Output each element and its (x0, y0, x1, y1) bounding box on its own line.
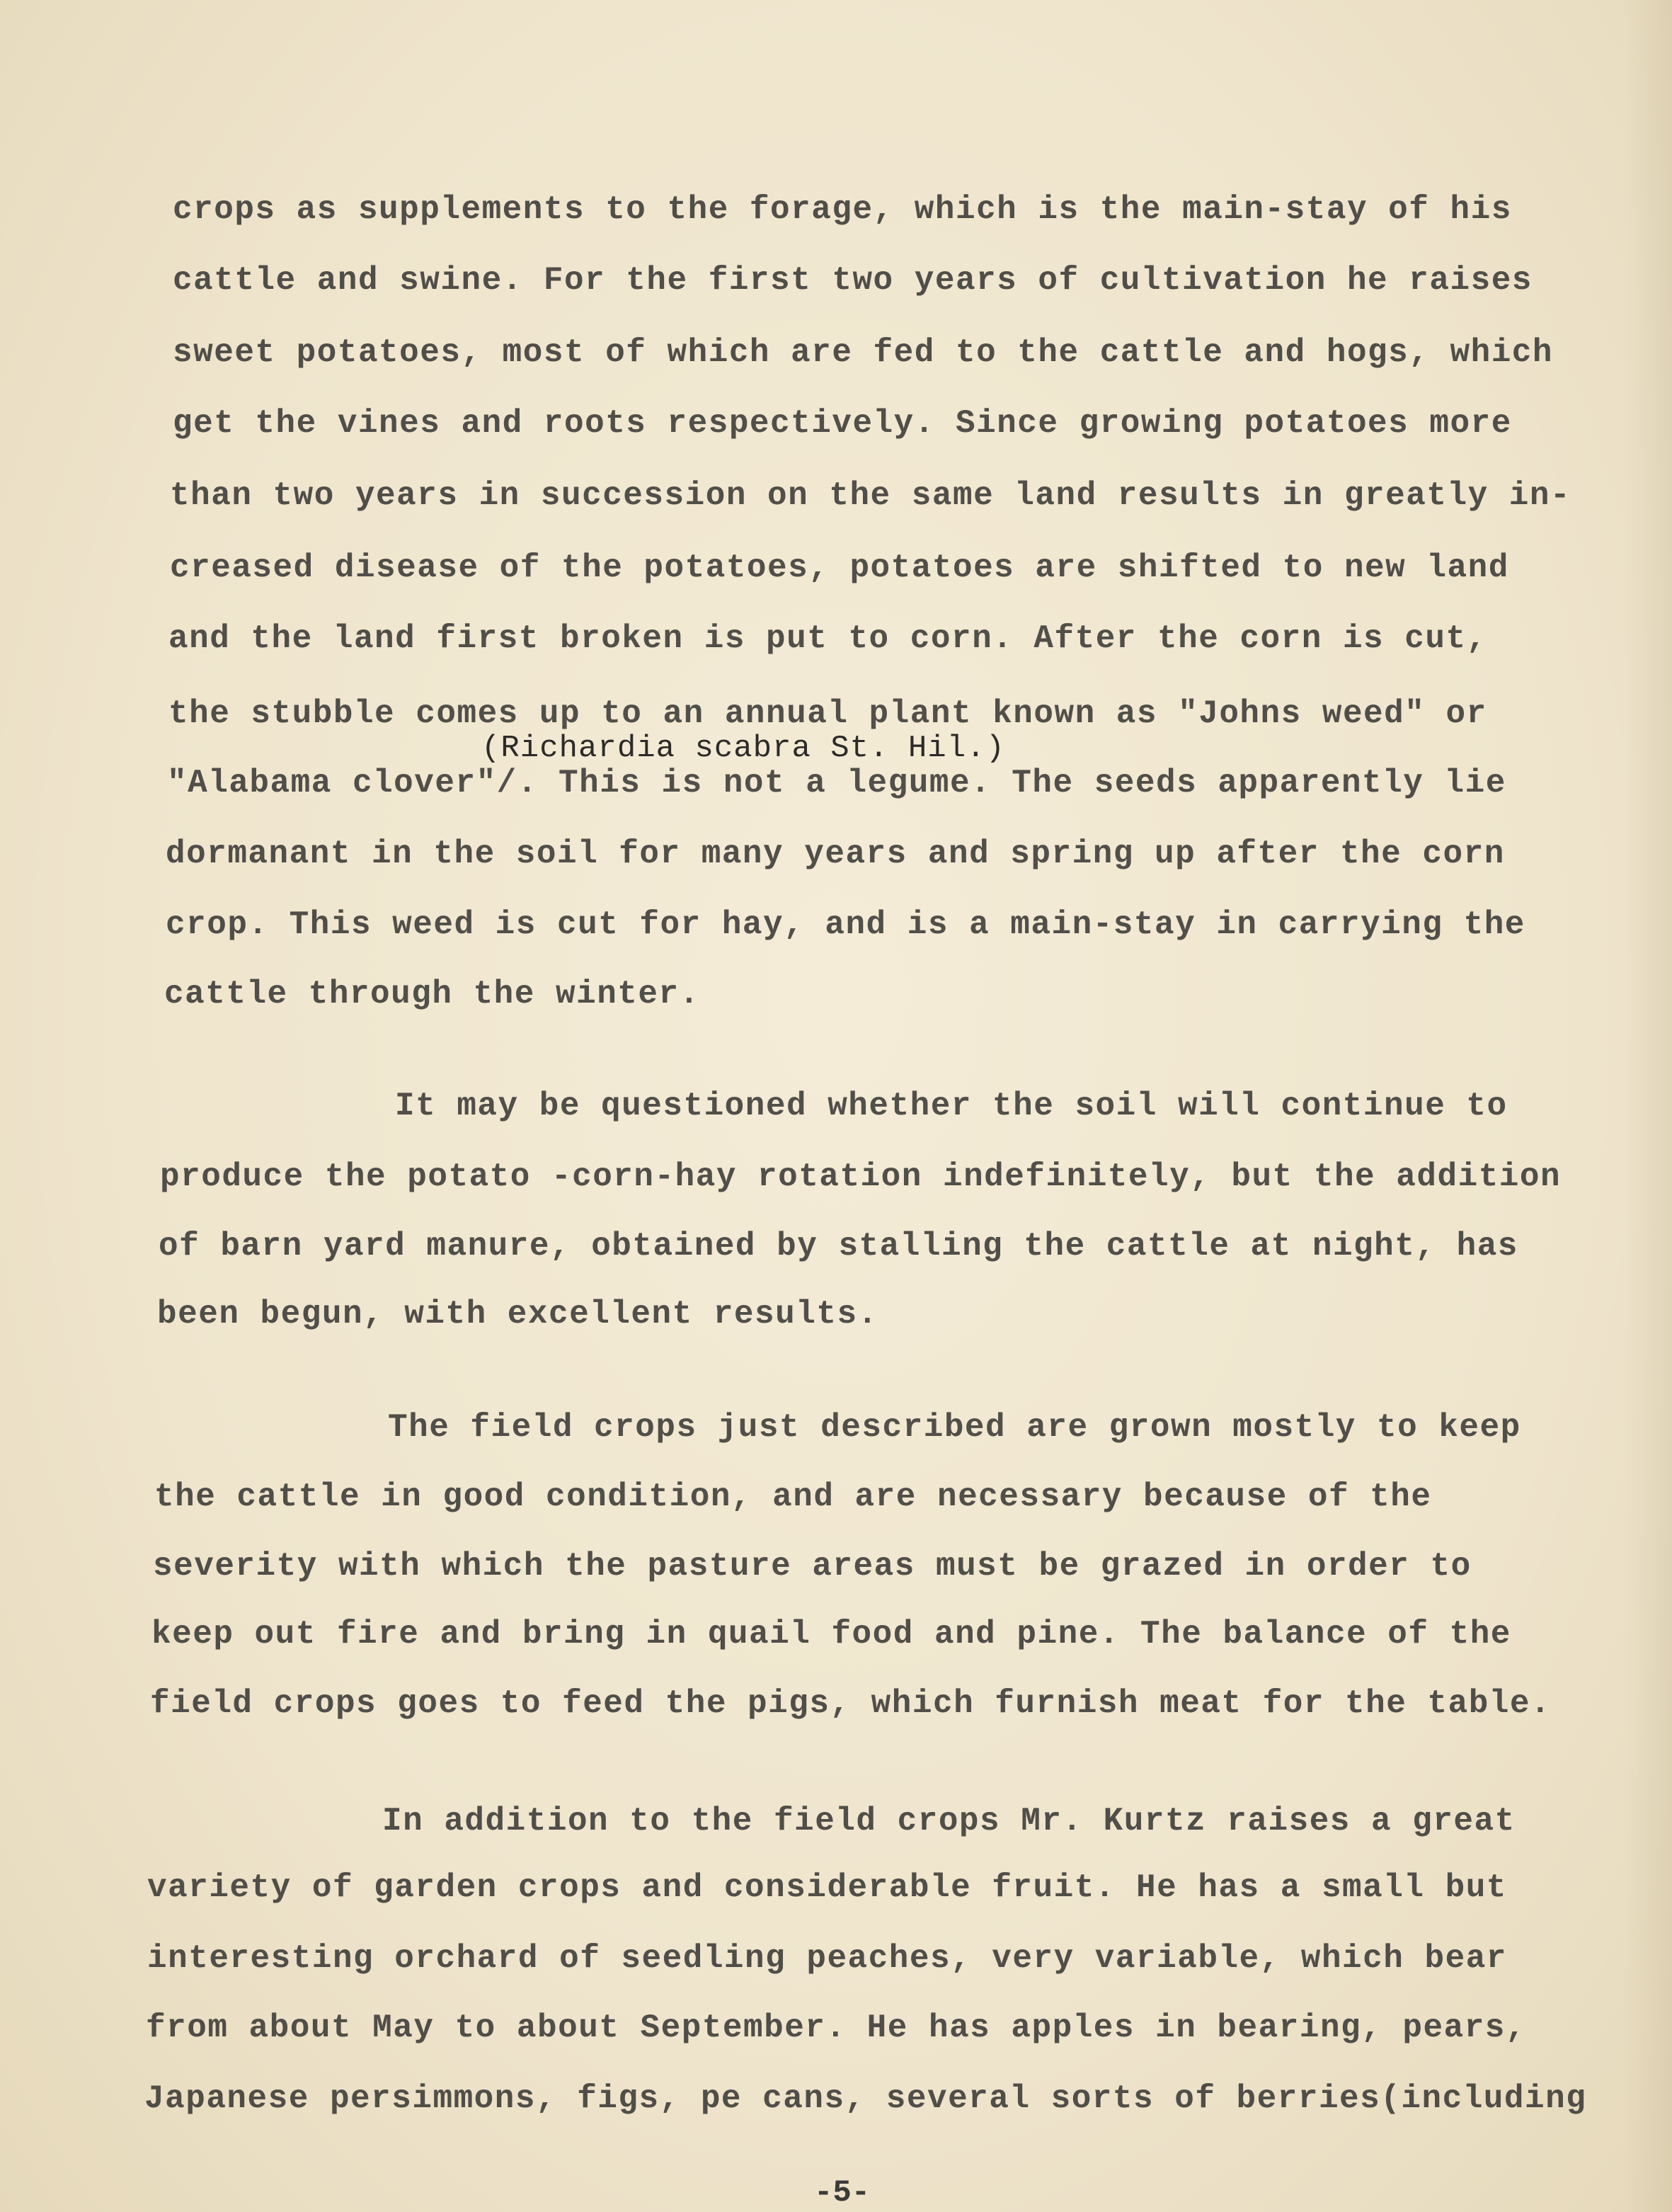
text-line: interesting orchard of seedling peaches, very variable, which bear (147, 1940, 1507, 1977)
text-line: The field crops just described are grown mostly to keep (388, 1409, 1521, 1446)
text-line: the stubble comes up to an annual plant known as "Johns weed" or (168, 695, 1487, 732)
text-line: crops as supplements to the forage, which is the main-stay of his (173, 191, 1512, 228)
text-line: In addition to the field crops Mr. Kurtz raises a great (382, 1803, 1516, 1840)
text-line: sweet potatoes, most of which are fed to the cattle and hogs, which (173, 334, 1554, 371)
text-line: severity with which the pasture areas must be grazed in order to (153, 1548, 1472, 1585)
text-line: variety of garden crops and considerable fruit. He has a small but (147, 1869, 1507, 1906)
handwritten-species-note: (Richardia scabra St. Hil.) (481, 731, 1005, 766)
text-line: field crops goes to feed the pigs, which furnish meat for the table. (150, 1685, 1552, 1722)
text-line: cattle through the winter. (164, 976, 700, 1013)
text-line: keep out fire and bring in quail food and pine. The balance of the (151, 1616, 1511, 1653)
text-line: the cattle in good condition, and are necessary because of the (154, 1478, 1432, 1515)
text-line: get the vines and roots respectively. Since growing potatoes more (173, 405, 1512, 442)
text-line: dormanant in the soil for many years and spring up after the corn (166, 836, 1505, 872)
page-number: -5- (814, 2175, 871, 2211)
text-line: been begun, with excellent results. (157, 1296, 878, 1333)
text-line: crop. This weed is cut for hay, and is a main-stay in carrying the (166, 906, 1525, 943)
text-line: of barn yard manure, obtained by stalling the cattle at night, has (159, 1228, 1518, 1265)
text-line: produce the potato -corn-hay rotation indefinitely, but the addition (160, 1158, 1562, 1195)
text-line: cattle and swine. For the first two years of cultivation he raises (173, 262, 1533, 299)
text-line: creased disease of the potatoes, potatoes are shifted to new land (170, 549, 1509, 586)
text-line: It may be questioned whether the soil will continue to (395, 1088, 1508, 1124)
text-line: Japanese persimmons, figs, pe cans, several sorts of berries(including (144, 2080, 1587, 2117)
text-line: "Alabama clover"/. This is not a legume. The seeds apparently lie (167, 765, 1506, 802)
text-line: from about May to about September. He has apples in bearing, pears, (146, 2009, 1527, 2046)
text-line: than two years in succession on the same land results in greatly in- (170, 477, 1571, 514)
text-line: and the land first broken is put to corn. After the corn is cut, (168, 620, 1487, 657)
